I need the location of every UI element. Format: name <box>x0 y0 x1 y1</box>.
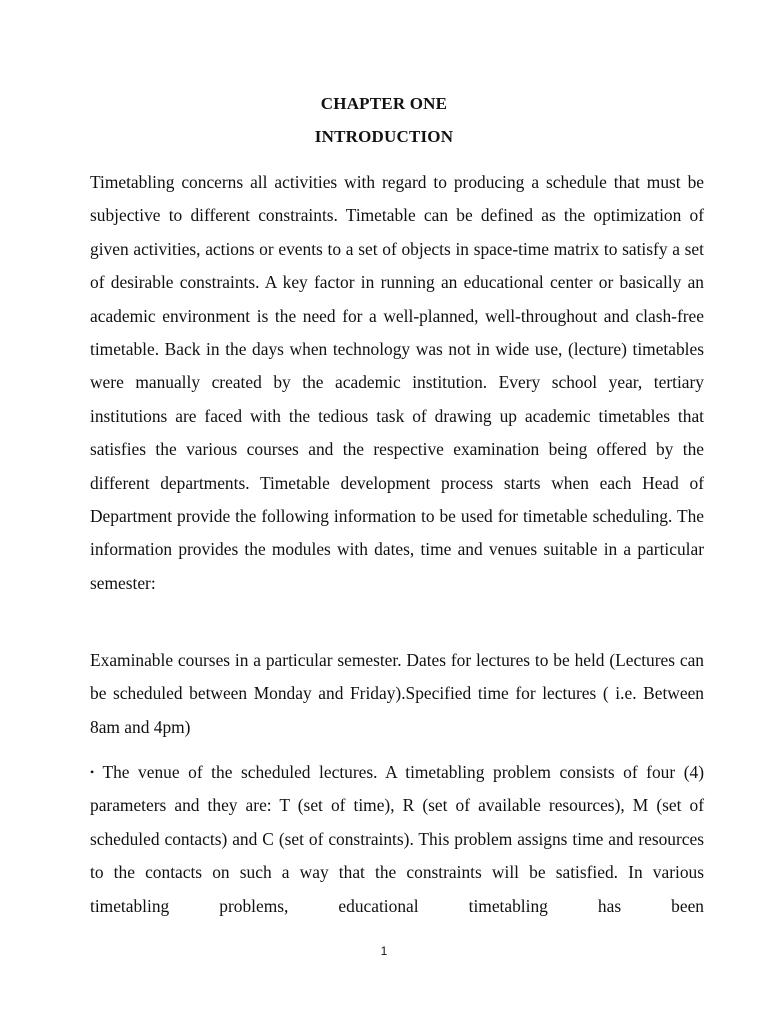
chapter-title: CHAPTER ONE <box>320 94 448 113</box>
section-title: INTRODUCTION <box>314 127 454 146</box>
bullet-icon: • <box>90 765 95 779</box>
bullet-text: The venue of the scheduled lectures. A timetabling problem consists of four (4) parameters and they are: T (set of time), R (set of available resources), M (set of scheduled contacts) and C (set of constraints). This problem assigns time and resources to the contacts on such a way that the constraints will be satisfied. In various timetabling problems, educational timetabling has been <box>90 762 704 916</box>
bullet-paragraph-venue <box>90 756 704 923</box>
paragraph-examinable-courses: Examinable courses in a particular semester. Dates for lectures to be held (Lectures can be scheduled between Monday and Friday).Specified time for lectures ( i.e. Between 8am and 4pm) <box>90 650 704 737</box>
page-number: 1 <box>380 944 388 958</box>
paragraph-timetabling-intro: Timetabling concerns all activities with regard to producing a schedule that must be subjective to different constraints. Timetable can be defined as the optimization of given activities, actions or events to a set of objects in space-time matrix to satisfy a set of desirable constraints. A key factor in running an educational center or basically an academic environment is the need for a well-planned, well-throughout and clash-free timetable. Back in the days when technology was not in wide use, (lecture) timetables were manually created by the academic institution. Every school year, tertiary institutions are faced with the tedious task of drawing up academic timetables that satisfies the various courses and the respective examination being offered by the different departments. Timetable development process starts when each Head of Department provide the following information to be used for timetable scheduling. The information provides the modules with dates, time and venues suitable in a particular semester: <box>90 172 704 593</box>
